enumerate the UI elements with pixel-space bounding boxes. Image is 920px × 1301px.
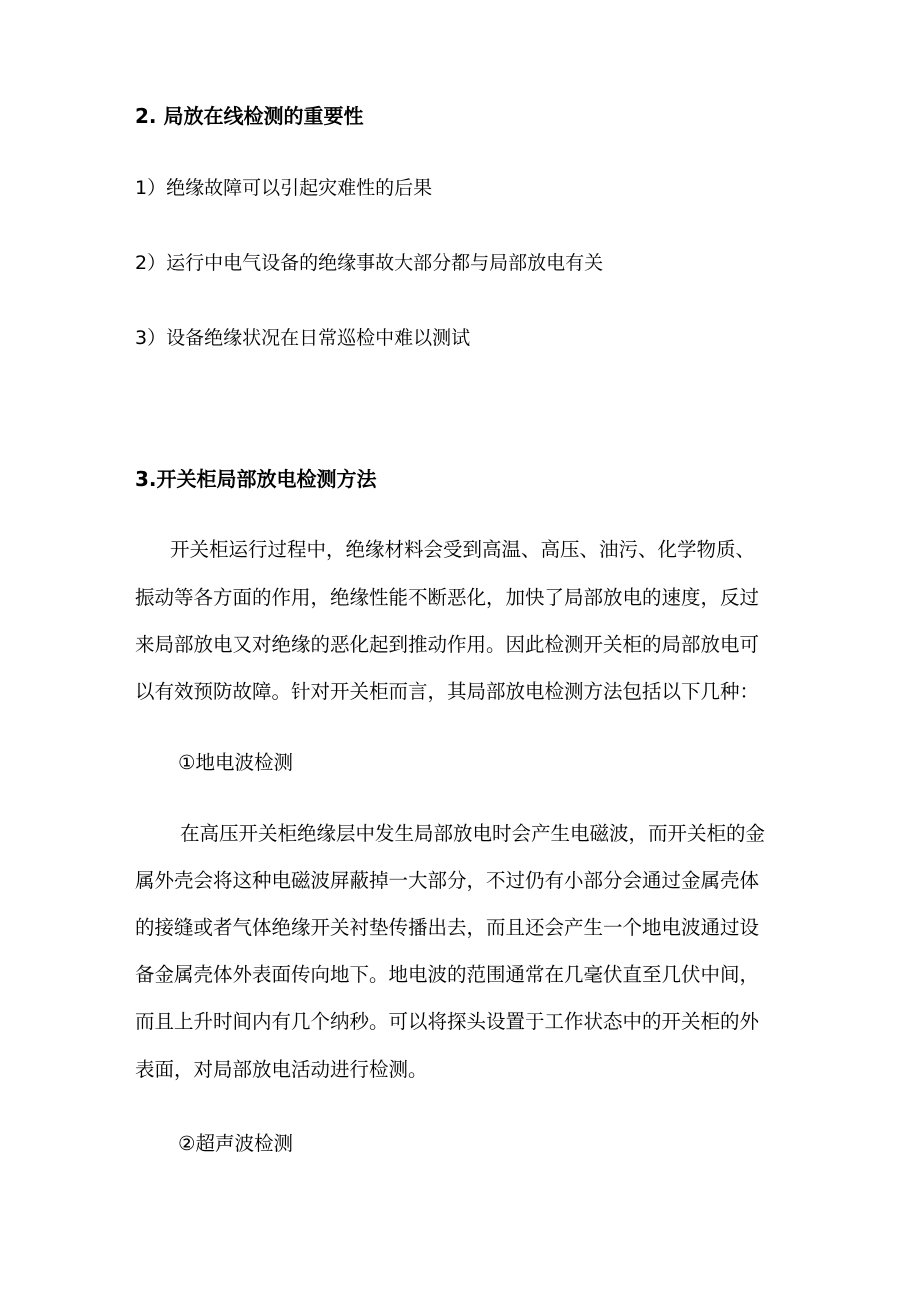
section-3-heading: 3.开关柜局部放电检测方法 (135, 467, 377, 491)
method-1-line-3: 的接缝或者气体绝缘开关衬垫传播出去，而且还会产生一个地电波通过设 (135, 916, 760, 939)
intro-line-3: 来局部放电又对绝缘的恶化起到推动作用。因此检测开关柜的局部放电可 (135, 633, 760, 656)
importance-item-3: 3）设备绝缘状况在日常巡检中难以测试 (135, 327, 471, 349)
intro-line-1: 开关柜运行过程中，绝缘材料会受到高温、高压、油污、化学物质、 (170, 538, 756, 561)
method-1-title: ①地电波检测 (178, 751, 293, 774)
method-1-line-1: 在高压开关柜绝缘层中发生局部放电时会产生电磁波，而开关柜的金 (180, 822, 766, 845)
method-1-line-6: 表面，对局部放电活动进行检测。 (135, 1058, 428, 1081)
method-1-line-5: 而且上升时间内有几个纳秒。可以将探头设置于工作状态中的开关柜的外 (135, 1010, 760, 1033)
intro-line-2: 振动等各方面的作用，绝缘性能不断恶化，加快了局部放电的速度，反过 (135, 586, 760, 609)
importance-item-2: 2）运行中电气设备的绝缘事故大部分都与局部放电有关 (135, 252, 604, 274)
method-2-title: ②超声波检测 (178, 1132, 293, 1155)
method-1-line-2: 属外壳会将这种电磁波屏蔽掉一大部分，不过仍有小部分会通过金属壳体 (135, 869, 760, 892)
section-2-heading: 2. 局放在线检测的重要性 (135, 104, 364, 128)
intro-line-4: 以有效预防故障。针对开关柜而言，其局部放电检测方法包括以下几种： (135, 680, 760, 703)
method-1-line-4: 备金属壳体外表面传向地下。地电波的范围通常在几毫伏直至几伏中间， (135, 963, 760, 986)
importance-item-1: 1）绝缘故障可以引起灾难性的后果 (135, 177, 433, 199)
